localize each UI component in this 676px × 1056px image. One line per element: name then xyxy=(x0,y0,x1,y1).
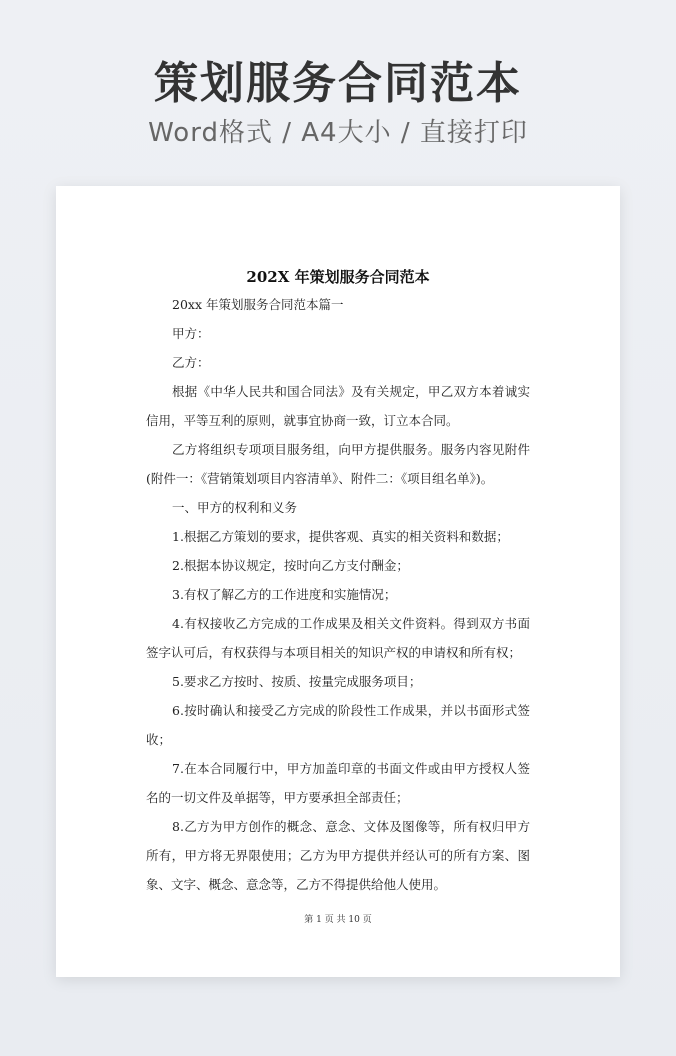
document-paragraph: 1.根据乙方策划的要求，提供客观、真实的相关资料和数据； xyxy=(172,529,509,544)
document-paragraph: 3.有权了解乙方的工作进度和实施情况； xyxy=(172,587,397,602)
document-paragraph: 7.在本合同履行中，甲方加盖印章的书面文件或由甲方授权人签名的一切文件及单据等，甲方要承担全部责任； xyxy=(146,761,530,805)
document-paragraph: 乙方： xyxy=(172,355,210,370)
document-paragraph: 乙方将组织专项项目服务组，向甲方提供服务。服务内容见附件(附件一：《营销策划项目内容清单》、附件二：《项目组名单》)。 xyxy=(146,442,530,486)
document-paragraph: 4.有权接收乙方完成的工作成果及相关文件资料。得到双方书面签字认可后，有权获得与本项目相关的知识产权的申请权和所有权； xyxy=(146,616,530,660)
banner-subtitle: Word格式 / A4大小 / 直接打印 xyxy=(148,118,528,148)
section-heading: 一、甲方的权利和义务 xyxy=(172,500,298,515)
document-paragraph: 2.根据本协议规定，按时向乙方支付酬金； xyxy=(172,558,409,573)
document-title: 202X 年策划服务合同范本 xyxy=(246,268,430,286)
document-body xyxy=(146,290,530,899)
page-number: 第 1 页 共 10 页 xyxy=(304,915,372,925)
document-paragraph: 根据《中华人民共和国合同法》及有关规定，甲乙双方本着诚实信用，平等互利的原则，就事宜协商一致，订立本合同。 xyxy=(146,384,530,428)
document-paragraph: 6.按时确认和接受乙方完成的阶段性工作成果，并以书面形式签收； xyxy=(146,703,530,747)
document-paragraph: 20xx 年策划服务合同范本篇一 xyxy=(172,297,344,312)
document-paragraph: 8.乙方为甲方创作的概念、意念、文体及图像等，所有权归甲方所有，甲方将无界限使用；乙方为甲方提供并经认可的所有方案、图象、文字、概念、意念等，乙方不得提供给他人使用。 xyxy=(146,819,530,892)
document-paragraph: 甲方： xyxy=(172,326,210,341)
banner-title: 策划服务合同范本 xyxy=(154,58,522,109)
document-page xyxy=(56,186,620,977)
document-paragraph: 5.要求乙方按时、按质、按量完成服务项目； xyxy=(172,674,422,689)
